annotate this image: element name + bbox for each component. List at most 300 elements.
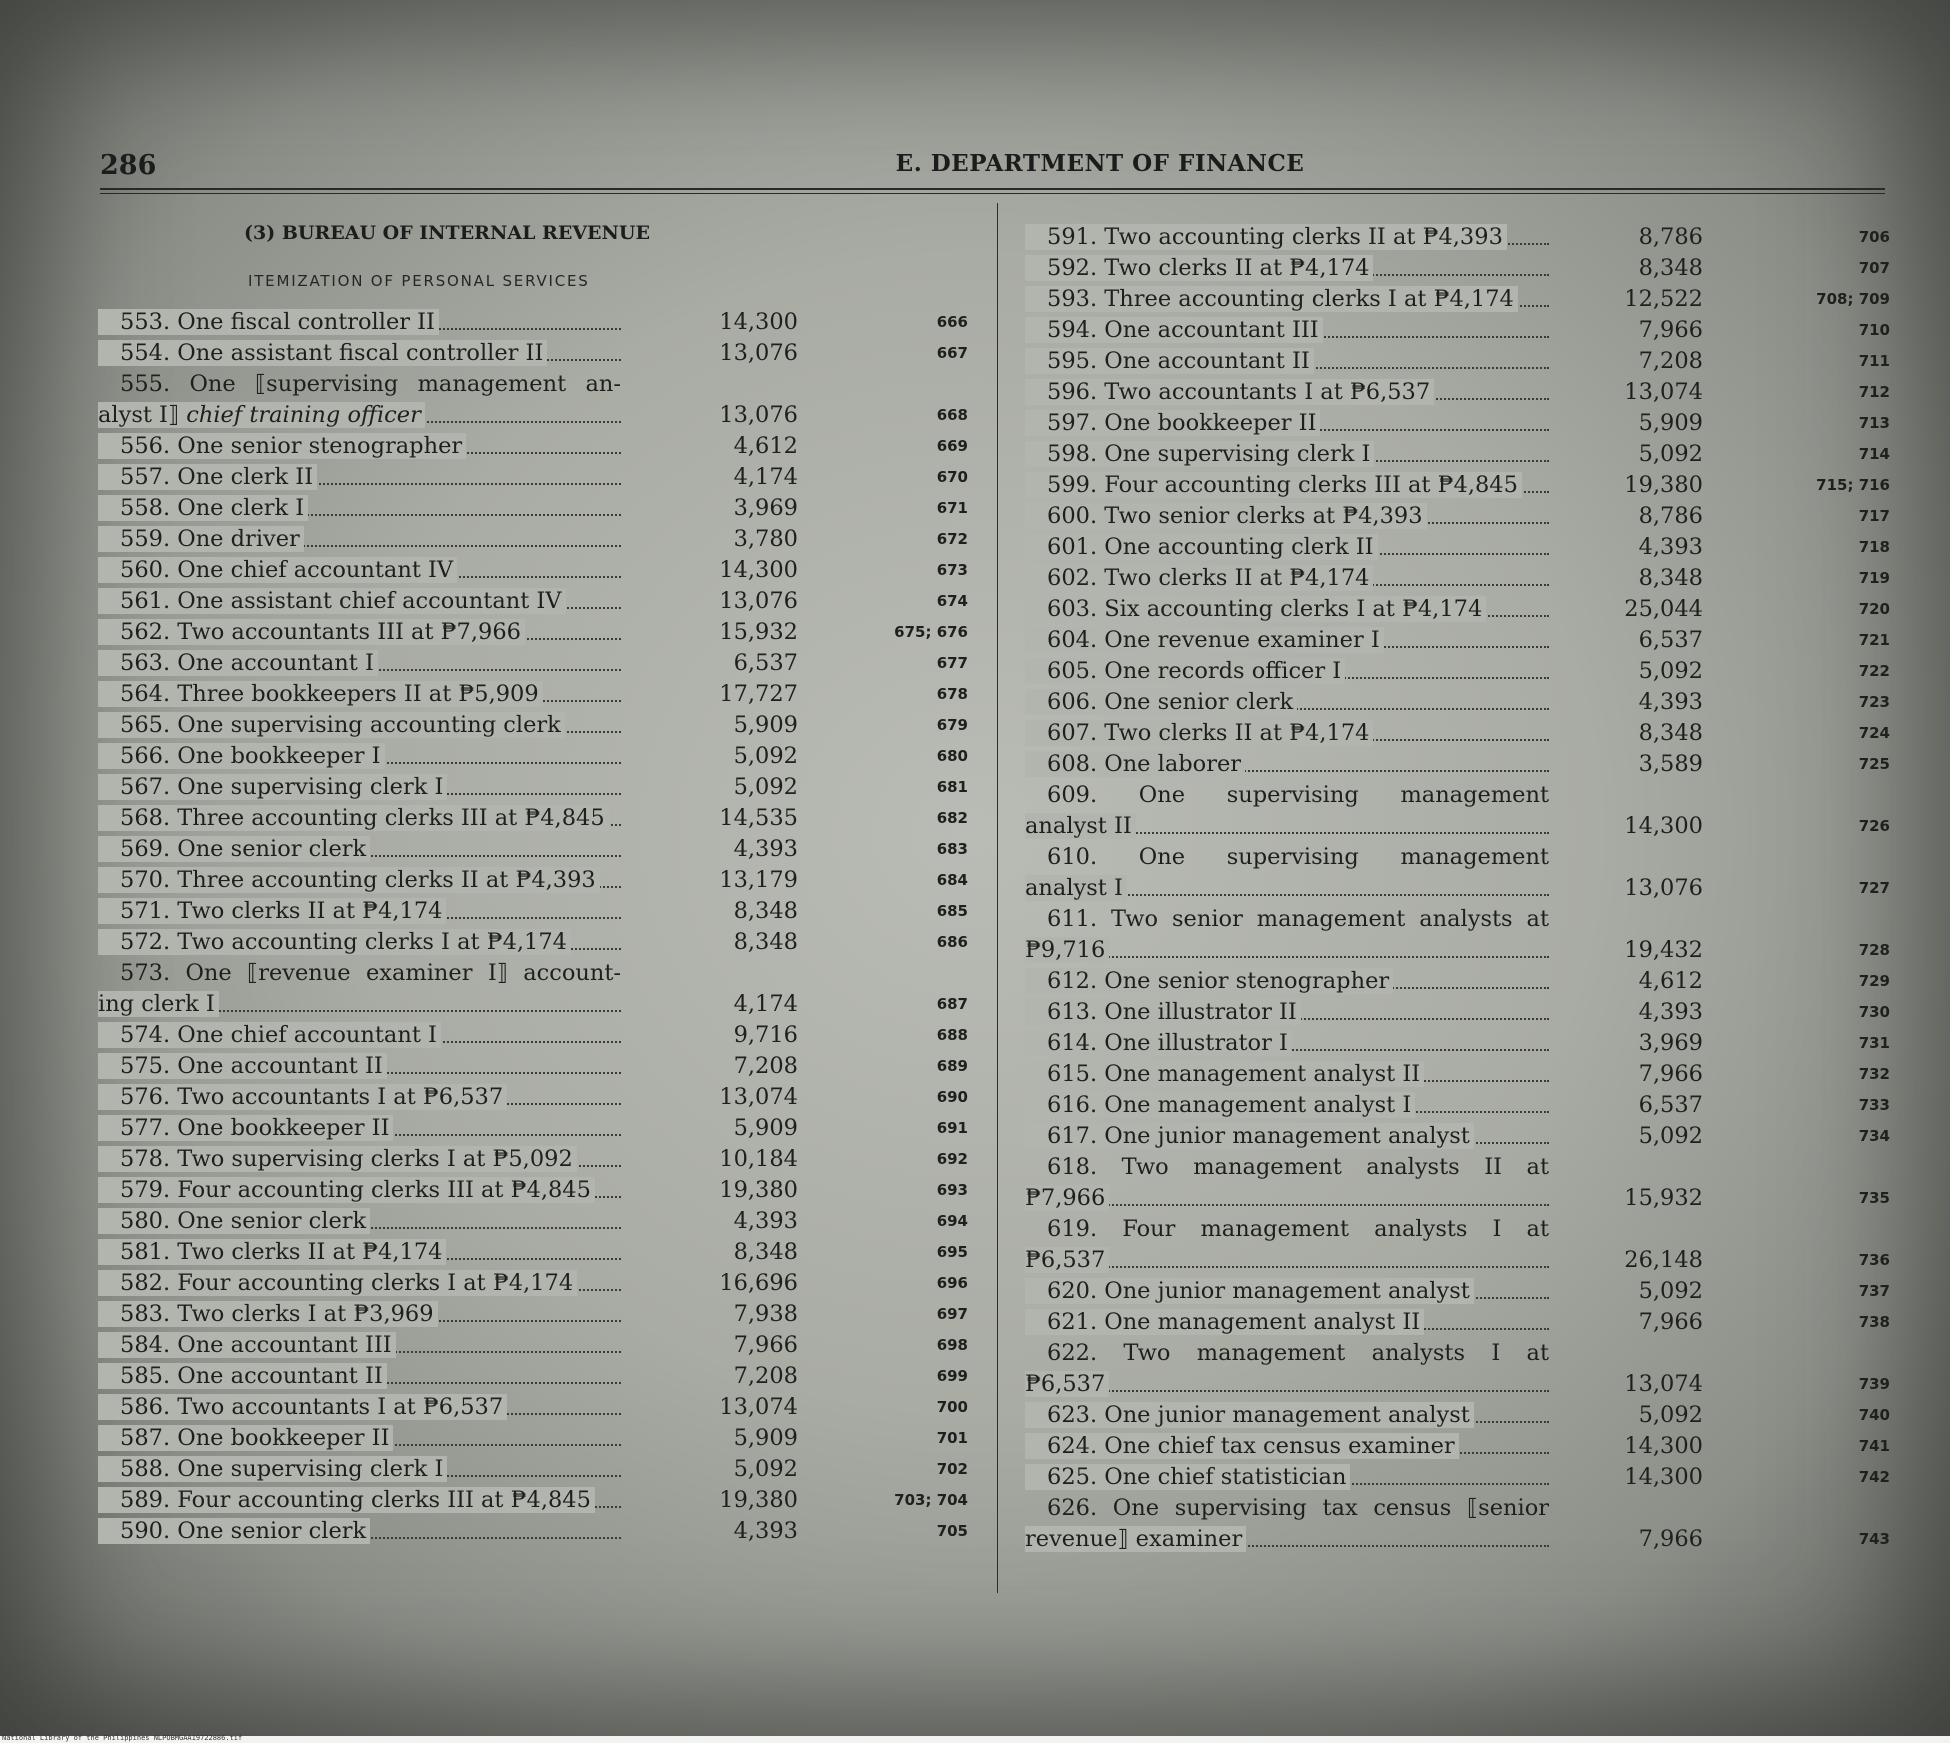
item-amount: 8,786 [1638,224,1703,250]
ledger-item [98,1144,988,1175]
item-description-line: 580. One senior clerk [98,1208,370,1234]
item-description-line: 584. One accountant III [98,1332,396,1358]
ledger-item [1025,253,1895,284]
item-code: 689 [936,1057,968,1075]
item-description-line: 555. One ⟦supervising management an- [120,371,621,397]
item-amount: 4,612 [733,433,798,459]
item-amount: 6,537 [733,650,798,676]
item-amount: 7,966 [733,1332,798,1358]
item-code: 666 [936,313,968,331]
item-amount: 12,522 [1624,286,1703,312]
item-description-line: 610. One supervising management [1047,844,1549,870]
ledger-item [1025,1307,1895,1338]
ledger-item [98,803,988,834]
ledger-item [98,524,988,555]
item-code: 702 [936,1460,968,1478]
ledger-item [98,741,988,772]
ledger-item [98,1113,988,1144]
subsection-title: ITEMIZATION OF PERSONAL SERVICES [248,272,590,290]
item-code: 711 [1858,352,1890,370]
item-amount: 19,380 [719,1177,798,1203]
item-description-line: analyst I [1025,875,1127,901]
ledger-item [1025,439,1895,470]
item-code: 687 [936,995,968,1013]
item-amount: 8,348 [1638,255,1703,281]
item-amount: 8,348 [733,1239,798,1265]
item-description-line: 613. One illustrator II [1025,999,1301,1025]
item-amount: 3,589 [1638,751,1703,777]
item-code: 667 [936,344,968,362]
ledger-item [98,1051,988,1082]
item-description-line: 592. Two clerks II at ₱4,174 [1025,255,1373,281]
item-amount: 26,148 [1624,1247,1703,1273]
item-description-line: 561. One assistant chief accountant IV [98,588,566,614]
item-code: 678 [936,685,968,703]
item-code: 707 [1858,259,1890,277]
ledger-item [98,586,988,617]
item-amount: 7,208 [733,1363,798,1389]
item-code: 739 [1858,1375,1890,1393]
item-description-line: 569. One senior clerk [98,836,370,862]
running-head: E. DEPARTMENT OF FINANCE [895,150,1305,177]
item-amount: 5,092 [733,774,798,800]
ledger-item [98,1330,988,1361]
item-amount: 5,092 [733,743,798,769]
item-amount: 4,393 [733,836,798,862]
item-description-line: 575. One accountant II [98,1053,387,1079]
ledger-item [1025,656,1895,687]
item-code: 683 [936,840,968,858]
right-column [1025,222,1895,1555]
item-code: 700 [936,1398,968,1416]
item-description-line: 568. Three accounting clerks III at ₱4,845 [98,805,609,831]
item-amount: 5,092 [1638,441,1703,467]
item-code: 732 [1858,1065,1890,1083]
ledger-item [1025,687,1895,718]
item-code: 724 [1858,724,1890,742]
left-column [98,307,988,1547]
item-code: 721 [1858,631,1890,649]
item-amount: 15,932 [719,619,798,645]
ledger-item [98,1268,988,1299]
item-amount: 13,074 [719,1084,798,1110]
item-code: 691 [936,1119,968,1137]
item-amount: 5,909 [1638,410,1703,436]
item-code: 692 [936,1150,968,1168]
item-amount: 5,909 [733,1425,798,1451]
item-code: 694 [936,1212,968,1230]
ledger-item [1025,532,1895,563]
item-description-line: 620. One junior management analyst [1025,1278,1474,1304]
ledger-item [1025,1493,1895,1555]
item-amount: 25,044 [1624,596,1703,622]
item-description-line: ₱6,537 [1025,1371,1109,1397]
item-description-line: 583. Two clerks I at ₱3,969 [98,1301,438,1327]
item-amount: 7,966 [1638,1061,1703,1087]
item-code: 670 [936,468,968,486]
ledger-item [1025,501,1895,532]
ledger-item [1025,842,1895,904]
item-description-line: 602. Two clerks II at ₱4,174 [1025,565,1373,591]
ledger-item [98,1454,988,1485]
item-description-line: alyst I⟧ chief training officer [98,402,425,428]
item-amount: 4,393 [1638,689,1703,715]
item-amount: 5,092 [1638,658,1703,684]
item-code: 742 [1858,1468,1890,1486]
ledger-item [98,1485,988,1516]
item-amount: 8,348 [733,929,798,955]
item-description-line: 582. Four accounting clerks I at ₱4,174 [98,1270,577,1296]
item-description-line: 556. One senior stenographer [98,433,466,459]
item-description-line: 616. One management analyst I [1025,1092,1415,1118]
item-description-line: 598. One supervising clerk I [1025,441,1374,467]
item-code: 693 [936,1181,968,1199]
ledger-item [98,431,988,462]
item-code: 677 [936,654,968,672]
item-description-line: 618. Two management analysts II at [1047,1154,1549,1180]
item-code: 738 [1858,1313,1890,1331]
ledger-item [98,958,988,1020]
ledger-item [1025,408,1895,439]
ledger-item [1025,315,1895,346]
header-rule [100,188,1885,190]
item-code: 672 [936,530,968,548]
item-amount: 5,092 [1638,1278,1703,1304]
item-code: 699 [936,1367,968,1385]
item-code: 712 [1858,383,1890,401]
item-description-line: 617. One junior management analyst [1025,1123,1474,1149]
page-number: 286 [100,150,157,181]
ledger-item [98,1299,988,1330]
item-code: 673 [936,561,968,579]
ledger-item [98,896,988,927]
item-code: 735 [1858,1189,1890,1207]
item-amount: 14,300 [1624,1464,1703,1490]
ledger-item [98,772,988,803]
item-amount: 13,076 [719,402,798,428]
item-amount: 13,076 [719,588,798,614]
item-code: 722 [1858,662,1890,680]
item-code: 690 [936,1088,968,1106]
item-description-line: 562. Two accountants III at ₱7,966 [98,619,525,645]
ledger-item [1025,718,1895,749]
ledger-item [1025,1338,1895,1400]
item-description-line: 591. Two accounting clerks II at ₱4,393 [1025,224,1507,250]
ledger-item [1025,1462,1895,1493]
item-amount: 19,380 [719,1487,798,1513]
item-code: 741 [1858,1437,1890,1455]
item-amount: 6,537 [1638,627,1703,653]
item-amount: 14,300 [719,557,798,583]
item-code: 730 [1858,1003,1890,1021]
ledger-item [1025,997,1895,1028]
item-amount: 5,092 [733,1456,798,1482]
ledger-item [1025,1028,1895,1059]
ledger-item [1025,594,1895,625]
item-amount: 16,696 [719,1270,798,1296]
ledger-item [98,679,988,710]
item-amount: 4,393 [1638,534,1703,560]
item-code: 726 [1858,817,1890,835]
item-code: 725 [1858,755,1890,773]
item-amount: 14,535 [719,805,798,831]
footer-text: National Library of the Philippines NLPOBMGAA19722886.tif [2,1734,243,1742]
ledger-item [1025,222,1895,253]
item-code: 675; 676 [894,623,968,641]
item-amount: 15,932 [1624,1185,1703,1211]
section-title: (3) BUREAU OF INTERNAL REVENUE [244,222,650,244]
ledger-item [1025,1214,1895,1276]
item-code: 719 [1858,569,1890,587]
ledger-item [1025,284,1895,315]
item-code: 743 [1858,1530,1890,1548]
item-description-line: 587. One bookkeeper II [98,1425,393,1451]
item-description-line: 623. One junior management analyst [1025,1402,1474,1428]
item-amount: 13,076 [1624,875,1703,901]
item-description-line: 624. One chief tax census examiner [1025,1433,1459,1459]
item-amount: 3,969 [733,495,798,521]
item-description-line: 577. One bookkeeper II [98,1115,393,1141]
item-description-line: 615. One management analyst II [1025,1061,1424,1087]
ledger-item [1025,346,1895,377]
item-amount: 14,300 [1624,813,1703,839]
item-description-line: 595. One accountant II [1025,348,1314,374]
item-description-line: 564. Three bookkeepers II at ₱5,909 [98,681,543,707]
item-code: 706 [1858,228,1890,246]
item-description-line: 573. One ⟦revenue examiner I⟧ account- [120,960,621,986]
item-description-line: 588. One supervising clerk I [98,1456,447,1482]
item-amount: 3,969 [1638,1030,1703,1056]
item-amount: 9,716 [733,1022,798,1048]
ledger-item [98,648,988,679]
item-description-line: 579. Four accounting clerks III at ₱4,845 [98,1177,595,1203]
item-description-line: 554. One assistant fiscal controller II [98,340,547,366]
item-description-line: 626. One supervising tax census ⟦senior [1047,1495,1549,1521]
italic-amendment: chief training officer [186,402,421,428]
item-code: 714 [1858,445,1890,463]
item-description-line: 578. Two supervising clerks I at ₱5,092 [98,1146,577,1172]
item-code: 701 [936,1429,968,1447]
item-amount: 8,348 [1638,720,1703,746]
item-code: 703; 704 [894,1491,968,1509]
item-description-line: 611. Two senior management analysts at [1047,906,1549,932]
column-divider [997,203,998,1593]
item-amount: 8,348 [733,898,798,924]
item-description-line: 597. One bookkeeper II [1025,410,1320,436]
item-description-line: 621. One management analyst II [1025,1309,1424,1335]
item-description-line: 600. Two senior clerks at ₱4,393 [1025,503,1427,529]
item-code: 715; 716 [1816,476,1890,494]
item-amount: 17,727 [719,681,798,707]
item-amount: 5,909 [733,1115,798,1141]
item-amount: 7,966 [1638,1309,1703,1335]
ledger-item [98,1423,988,1454]
ledger-item [1025,1090,1895,1121]
item-amount: 4,612 [1638,968,1703,994]
ledger-item [98,927,988,958]
ledger-item [98,493,988,524]
item-amount: 13,074 [1624,1371,1703,1397]
ledger-item [1025,966,1895,997]
item-description-line: 614. One illustrator I [1025,1030,1292,1056]
ledger-item [98,1020,988,1051]
item-amount: 14,300 [719,309,798,335]
item-code: 729 [1858,972,1890,990]
item-amount: 7,208 [733,1053,798,1079]
item-code: 697 [936,1305,968,1323]
item-code: 720 [1858,600,1890,618]
item-description-line: 571. Two clerks II at ₱4,174 [98,898,446,924]
item-amount: 6,537 [1638,1092,1703,1118]
item-description-line: 559. One driver [98,526,304,552]
item-code: 688 [936,1026,968,1044]
item-code: 674 [936,592,968,610]
item-description-line: 622. Two management analysts I at [1047,1340,1549,1366]
item-description-line: 625. One chief statistician [1025,1464,1350,1490]
ledger-item [98,617,988,648]
item-amount: 3,780 [733,526,798,552]
item-description-line: analyst II [1025,813,1136,839]
ledger-item [98,369,988,431]
header-rule-thin [100,193,1885,194]
item-code: 737 [1858,1282,1890,1300]
ledger-item [1025,1121,1895,1152]
item-code: 686 [936,933,968,951]
item-code: 723 [1858,693,1890,711]
item-description-line: 558. One clerk I [98,495,308,521]
ledger-item [1025,1431,1895,1462]
ledger-item [98,555,988,586]
ledger-item [1025,904,1895,966]
item-description-line: 567. One supervising clerk I [98,774,447,800]
ledger-item [98,307,988,338]
ledger-item [1025,749,1895,780]
ledger-item [98,865,988,896]
ledger-item [1025,377,1895,408]
ledger-item [1025,625,1895,656]
ledger-item [98,1082,988,1113]
item-code: 671 [936,499,968,517]
item-code: 718 [1858,538,1890,556]
item-description-line: 576. Two accountants I at ₱6,537 [98,1084,507,1110]
ledger-item [98,834,988,865]
item-description-line: 606. One senior clerk [1025,689,1297,715]
item-description-line: ₱6,537 [1025,1247,1109,1273]
ledger-item [1025,1152,1895,1214]
item-amount: 4,393 [733,1208,798,1234]
item-amount: 5,909 [733,712,798,738]
ledger-item [1025,1400,1895,1431]
ledger-item [98,710,988,741]
ledger-item [1025,1276,1895,1307]
item-code: 734 [1858,1127,1890,1145]
item-description-line: ₱7,966 [1025,1185,1109,1211]
item-description-line: revenue⟧ examiner [1025,1526,1246,1552]
item-description-line: 586. Two accountants I at ₱6,537 [98,1394,507,1420]
item-code: 733 [1858,1096,1890,1114]
item-amount: 14,300 [1624,1433,1703,1459]
item-code: 731 [1858,1034,1890,1052]
item-description-line: 572. Two accounting clerks I at ₱4,174 [98,929,571,955]
item-description-line: 585. One accountant II [98,1363,387,1389]
item-amount: 19,432 [1624,937,1703,963]
item-amount: 13,076 [719,340,798,366]
item-code: 696 [936,1274,968,1292]
item-amount: 4,174 [733,991,798,1017]
item-amount: 10,184 [719,1146,798,1172]
item-code: 705 [936,1522,968,1540]
page-header [100,150,1885,190]
ledger-item [98,1361,988,1392]
item-code: 740 [1858,1406,1890,1424]
item-code: 695 [936,1243,968,1261]
item-code: 713 [1858,414,1890,432]
item-amount: 7,208 [1638,348,1703,374]
item-description-line: 609. One supervising management [1047,782,1549,808]
item-code: 728 [1858,941,1890,959]
ledger-item [98,1516,988,1547]
ledger-item [98,1206,988,1237]
item-description-line: 589. Four accounting clerks III at ₱4,845 [98,1487,595,1513]
item-description-line: 570. Three accounting clerks II at ₱4,393 [98,867,600,893]
ledger-item [1025,563,1895,594]
item-code: 710 [1858,321,1890,339]
item-description-line: 590. One senior clerk [98,1518,370,1544]
item-description-line: 593. Three accounting clerks I at ₱4,174 [1025,286,1518,312]
item-code: 736 [1858,1251,1890,1269]
item-description-line: 560. One chief accountant IV [98,557,457,583]
item-amount: 4,174 [733,464,798,490]
item-description-line: 553. One fiscal controller II [98,309,439,335]
item-code: 685 [936,902,968,920]
item-description-line: 604. One revenue examiner I [1025,627,1384,653]
item-amount: 4,393 [1638,999,1703,1025]
item-description-line: 599. Four accounting clerks III at ₱4,845 [1025,472,1522,498]
ledger-item [1025,470,1895,501]
item-amount: 13,074 [1624,379,1703,405]
ledger-item [1025,780,1895,842]
item-amount: 19,380 [1624,472,1703,498]
item-code: 680 [936,747,968,765]
item-amount: 13,074 [719,1394,798,1420]
item-amount: 7,966 [1638,317,1703,343]
item-code: 669 [936,437,968,455]
ledger-item [98,1175,988,1206]
item-description-line: 612. One senior stenographer [1025,968,1393,994]
item-description-line: 603. Six accounting clerks I at ₱4,174 [1025,596,1486,622]
item-description-line: ing clerk I [98,991,219,1017]
item-description-line: 607. Two clerks II at ₱4,174 [1025,720,1373,746]
item-code: 727 [1858,879,1890,897]
item-amount: 4,393 [733,1518,798,1544]
item-code: 681 [936,778,968,796]
item-description-line: 594. One accountant III [1025,317,1323,343]
item-code: 717 [1858,507,1890,525]
item-amount: 8,348 [1638,565,1703,591]
item-amount: 13,179 [719,867,798,893]
item-description-line: 574. One chief accountant I [98,1022,441,1048]
item-code: 684 [936,871,968,889]
item-code: 698 [936,1336,968,1354]
item-description-line: 581. Two clerks II at ₱4,174 [98,1239,446,1265]
item-code: 682 [936,809,968,827]
item-description-line: 563. One accountant I [98,650,378,676]
item-description-line: ₱9,716 [1025,937,1109,963]
item-description-line: 619. Four management analysts I at [1047,1216,1549,1242]
item-description-line: 566. One bookkeeper I [98,743,385,769]
item-amount: 8,786 [1638,503,1703,529]
item-code: 708; 709 [1816,290,1890,308]
